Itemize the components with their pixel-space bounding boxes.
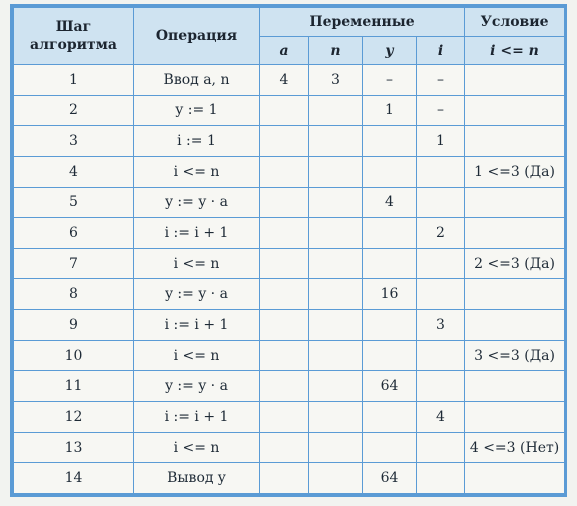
step-cell: 7: [14, 248, 134, 279]
operation-cell: i <= n: [134, 248, 260, 279]
step-header-line2: алгоритма: [30, 37, 117, 53]
condition-cell: [465, 279, 565, 310]
step-cell: 8: [14, 279, 134, 310]
step-cell: 6: [14, 218, 134, 249]
var-a-cell: [260, 95, 309, 126]
var-y-cell: [363, 248, 417, 279]
var-n-cell: [309, 310, 363, 341]
operation-cell: y := 1: [134, 95, 260, 126]
condition-cell: [465, 371, 565, 402]
var-a-cell: [260, 248, 309, 279]
var-y-cell: [363, 156, 417, 187]
table-row: [14, 432, 565, 463]
var-y-cell: [363, 340, 417, 371]
var-i-cell: –: [417, 95, 465, 126]
var-i-cell: 3: [417, 310, 465, 341]
var-a-cell: [260, 432, 309, 463]
var-a-cell: 4: [260, 65, 309, 96]
var-y-header: y: [363, 37, 417, 65]
var-n-cell: [309, 432, 363, 463]
condition-expr-header: i <= n: [465, 37, 565, 65]
step-header-line1: Шаг: [55, 19, 92, 35]
table-row: [14, 463, 565, 494]
condition-cell: [465, 402, 565, 433]
var-n-cell: [309, 218, 363, 249]
var-i-cell: 1: [417, 126, 465, 157]
condition-cell: 1 <=3 (Да): [465, 156, 565, 187]
step-cell: 12: [14, 402, 134, 433]
condition-cell: [465, 463, 565, 494]
var-a-cell: [260, 156, 309, 187]
condition-cell: [465, 126, 565, 157]
table-frame: [10, 4, 567, 497]
table-row: [14, 187, 565, 218]
var-n-cell: [309, 187, 363, 218]
operation-cell: i <= n: [134, 340, 260, 371]
var-i-cell: [417, 156, 465, 187]
table-row: [14, 65, 565, 96]
table-row: [14, 126, 565, 157]
var-y-cell: [363, 402, 417, 433]
step-cell: 14: [14, 463, 134, 494]
table-row: [14, 218, 565, 249]
var-y-cell: 64: [363, 463, 417, 494]
var-n-cell: [309, 371, 363, 402]
var-y-cell: [363, 310, 417, 341]
step-cell: 13: [14, 432, 134, 463]
condition-cell: 2 <=3 (Да): [465, 248, 565, 279]
operation-cell: i := i + 1: [134, 402, 260, 433]
condition-column-header: Условие: [465, 8, 565, 37]
var-a-cell: [260, 340, 309, 371]
var-y-cell: 16: [363, 279, 417, 310]
operation-column-header: Операция: [134, 8, 260, 65]
var-i-cell: [417, 340, 465, 371]
condition-cell: [465, 310, 565, 341]
table-body: [14, 65, 565, 494]
var-y-cell: 4: [363, 187, 417, 218]
var-y-cell: [363, 432, 417, 463]
var-a-cell: [260, 187, 309, 218]
var-a-cell: [260, 218, 309, 249]
operation-cell: i := i + 1: [134, 310, 260, 341]
table-row: [14, 402, 565, 433]
operation-cell: i <= n: [134, 156, 260, 187]
var-i-cell: 4: [417, 402, 465, 433]
condition-cell: 4 <=3 (Нет): [465, 432, 565, 463]
variables-group-header: Переменные: [260, 8, 465, 37]
operation-cell: i := i + 1: [134, 218, 260, 249]
algorithm-trace-table: [13, 7, 565, 494]
operation-cell: i := 1: [134, 126, 260, 157]
var-y-cell: [363, 218, 417, 249]
step-column-header: [14, 8, 134, 65]
var-a-cell: [260, 402, 309, 433]
condition-cell: [465, 65, 565, 96]
table-row: [14, 371, 565, 402]
var-n-header: n: [309, 37, 363, 65]
step-cell: 1: [14, 65, 134, 96]
var-n-cell: [309, 156, 363, 187]
var-i-cell: –: [417, 65, 465, 96]
var-i-cell: [417, 187, 465, 218]
step-cell: 11: [14, 371, 134, 402]
operation-cell: Ввод a, n: [134, 65, 260, 96]
table-row: [14, 310, 565, 341]
var-y-cell: 64: [363, 371, 417, 402]
var-n-cell: [309, 248, 363, 279]
condition-cell: [465, 187, 565, 218]
var-a-cell: [260, 126, 309, 157]
operation-cell: i <= n: [134, 432, 260, 463]
step-cell: 9: [14, 310, 134, 341]
condition-cell: [465, 95, 565, 126]
var-n-cell: [309, 126, 363, 157]
var-n-cell: [309, 463, 363, 494]
operation-cell: y := y · a: [134, 187, 260, 218]
var-y-cell: 1: [363, 95, 417, 126]
var-a-cell: [260, 371, 309, 402]
var-i-cell: [417, 371, 465, 402]
condition-cell: 3 <=3 (Да): [465, 340, 565, 371]
var-a-header: a: [260, 37, 309, 65]
table-row: [14, 248, 565, 279]
step-cell: 10: [14, 340, 134, 371]
operation-cell: y := y · a: [134, 371, 260, 402]
var-i-header: i: [417, 37, 465, 65]
step-cell: 4: [14, 156, 134, 187]
table-row: [14, 279, 565, 310]
var-i-cell: [417, 248, 465, 279]
var-n-cell: [309, 279, 363, 310]
var-i-cell: [417, 463, 465, 494]
var-n-cell: [309, 95, 363, 126]
operation-cell: y := y · a: [134, 279, 260, 310]
var-i-cell: [417, 279, 465, 310]
table-row: [14, 156, 565, 187]
var-i-cell: 2: [417, 218, 465, 249]
var-y-cell: [363, 126, 417, 157]
condition-cell: [465, 218, 565, 249]
var-n-cell: 3: [309, 65, 363, 96]
var-n-cell: [309, 402, 363, 433]
table-row: [14, 340, 565, 371]
operation-cell: Вывод y: [134, 463, 260, 494]
var-y-cell: –: [363, 65, 417, 96]
var-a-cell: [260, 463, 309, 494]
var-a-cell: [260, 279, 309, 310]
var-i-cell: [417, 432, 465, 463]
var-a-cell: [260, 310, 309, 341]
table-row: [14, 95, 565, 126]
step-cell: 5: [14, 187, 134, 218]
step-cell: 3: [14, 126, 134, 157]
step-cell: 2: [14, 95, 134, 126]
var-n-cell: [309, 340, 363, 371]
